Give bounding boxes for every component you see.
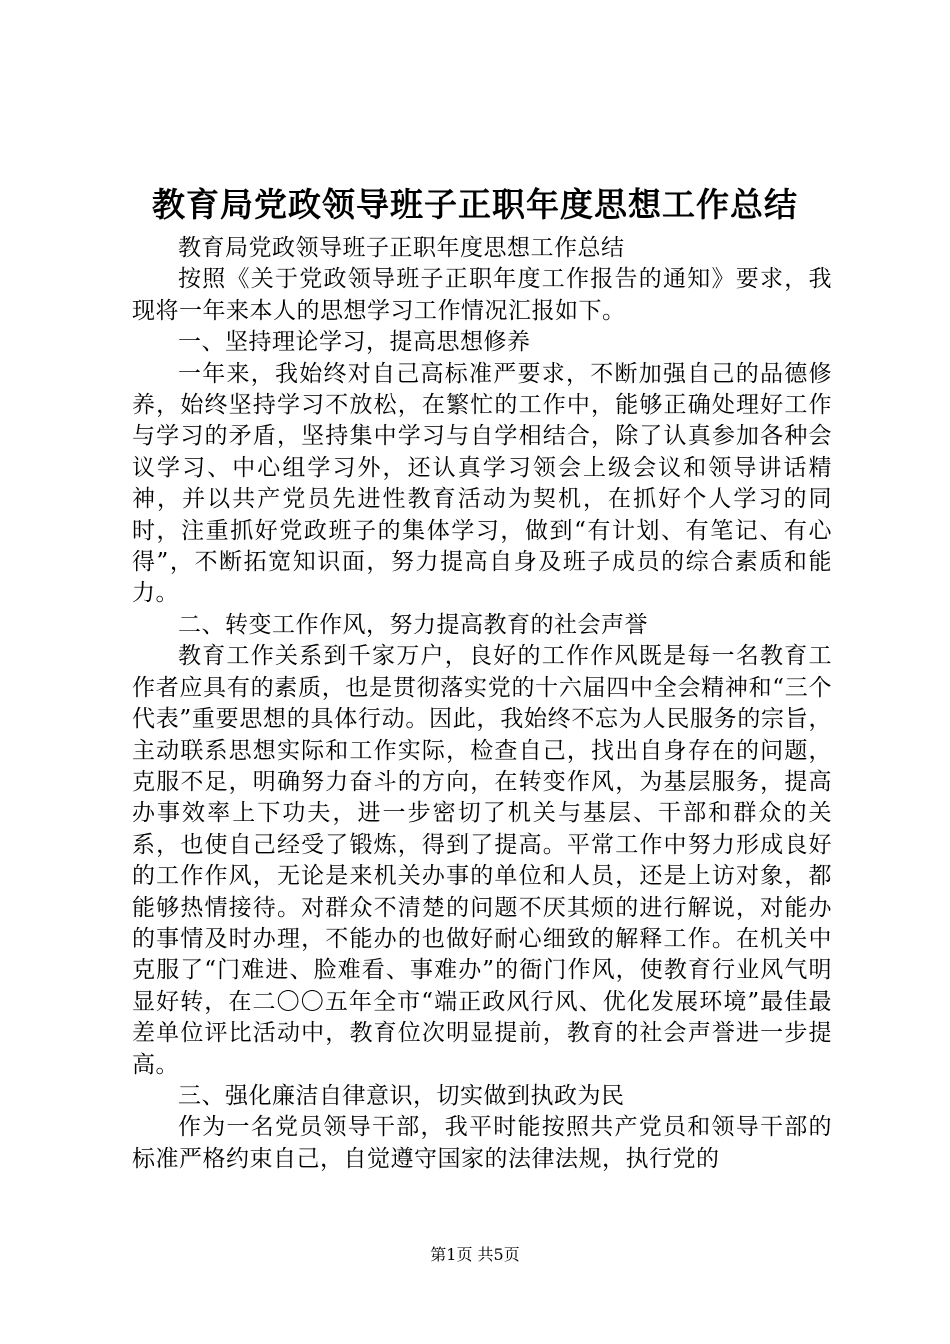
document-title: 教育局党政领导班子正职年度思想工作总结 <box>152 185 798 224</box>
section-heading-3: 三、强化廉洁自律意识，切实做到执政为民 <box>178 1082 625 1109</box>
paragraph-intro: 按照《关于党政领导班子正职年度工作报告的通知》要求，我现将一年来本人的思想学习工作情况汇报如下。 <box>132 266 832 324</box>
paragraph-section-1: 一年来，我始终对自己高标准严要求，不断加强自己的品德修养，始终坚持学习不放松，在繁忙的工作中，能够正确处理好工作与学习的矛盾，坚持集中学习与自学相结合，除了认真参加各种会议学习、中心组学习外，还认真学习领会上级会议和领导讲话精神，并以共产党员先进性教育活动为契机，在抓好个人学习的同时，注重抓好党政班子的集体学习，做到“有计划、有笔记、有心得”，不断拓宽知识面，努力提高自身及班子成员的综合素质和能力。 <box>132 360 832 607</box>
paragraph-section-2: 教育工作关系到千家万户，良好的工作作风既是每一名教育工作者应具有的素质，也是贯彻落实党的十六届四中全会精神和“三个代表”重要思想的具体行动。因此，我始终不忘为人民服务的宗旨，主动联系思想实际和工作实际，检查自己，找出自身存在的问题，克服不足，明确努力奋斗的方向，在转变作风，为基层服务，提高办事效率上下功夫，进一步密切了机关与基层、干部和群众的关系，也使自己经受了锻炼，得到了提高。平常工作中努力形成良好的工作作风，无论是来机关办事的单位和人员，还是上访对象，都能够热情接待。对群众不清楚的问题不厌其烦的进行解说，对能办的事情及时办理，不能办的也做好耐心细致的解释工作。在机关中克服了“门难进、脸难看、事难办”的衙门作风，使教育行业风气明显好转，在二〇〇五年全市“端正政风行风、优化发展环境”最佳最差单位评比活动中，教育位次明显提前，教育的社会声誉进一步提高。 <box>132 643 832 1078</box>
section-heading-2: 二、转变工作作风，努力提高教育的社会声誉 <box>178 611 648 638</box>
paragraph-subtitle: 教育局党政领导班子正职年度思想工作总结 <box>178 235 625 261</box>
page-footer: 第1页 共5页 <box>430 1245 520 1264</box>
section-heading-1: 一、坚持理论学习，提高思想修养 <box>178 329 531 356</box>
document-body <box>132 233 832 1175</box>
paragraph-section-3: 作为一名党员领导干部，我平时能按照共产党员和领导干部的标准严格约束自己，自觉遵守国家的法律法规，执行党的 <box>132 1114 832 1172</box>
